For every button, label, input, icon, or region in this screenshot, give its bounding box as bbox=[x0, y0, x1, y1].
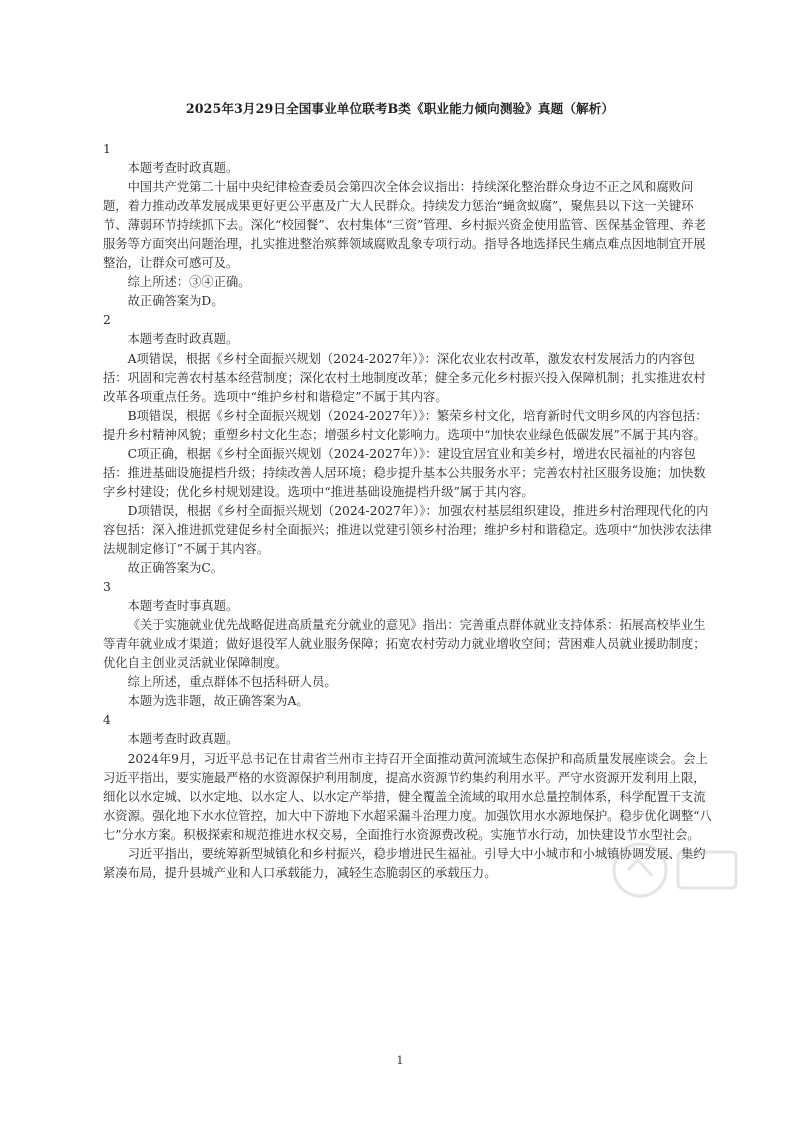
paragraph: 故正确答案为D。 bbox=[127, 294, 224, 309]
paragraph: C项正确，根据《乡村全面振兴规划（2024-2027年）》：建设宜居宜业和美乡村，增进农民福祉的内容包括：推进基础设施提档升级；持续改善人居环境；稳步提升基本公共服务水平；完善农村社区服务设施；加快数字乡村建设；优化乡村规划建设。选项中“推进基础设施提档升级”属于其内容。 bbox=[103, 446, 706, 499]
paragraph: 本题考查时政真题。 bbox=[127, 732, 239, 747]
question-number: 1 bbox=[103, 142, 111, 156]
paragraph: 习近平指出，要统筹新型城镇化和乡村振兴，稳步增进民生福祉。引导大中小城市和小城镇协调发展、集约紧凑布局，提升县城产业和人口承载能力，减轻生态脆弱区的承载压力。 bbox=[103, 846, 706, 880]
paragraph: 《关于实施就业优先战略促进高质量充分就业的意见》指出：完善重点群体就业支持体系：拓展高校毕业生等青年就业成才渠道；做好退役军人就业服务保障；拓宽农村劳动力就业增收空间；营困难人员就业援助制度；优化自主创业灵活就业保障制度。 bbox=[103, 618, 706, 671]
document-title: 2025年3月29日全国事业单位联考B类《职业能力倾向测验》真题（解析） bbox=[185, 101, 615, 116]
paragraph: 综上所述，重点群体不包括科研人员。 bbox=[127, 675, 337, 690]
paragraph: 本题考查时事真题。 bbox=[127, 599, 239, 614]
paragraph: 故正确答案为C。 bbox=[127, 561, 224, 576]
paragraph: D项错误，根据《乡村全面振兴规划（2024-2027年）》：加强农村基层组织建设，推进乡村治理现代化的内容包括：深入推进抓党建促乡村全面振兴；推进以党建引领乡村治理；维护乡村和谐稳定。选项中“加快涉农法律法规制定修订”不属于其内容。 bbox=[103, 503, 712, 556]
paragraph: 本题考查时政真题。 bbox=[127, 332, 239, 347]
paragraph: 本题考查时政真题。 bbox=[127, 161, 239, 176]
question-number: 2 bbox=[103, 313, 111, 328]
paragraph: A项错误，根据《乡村全面振兴规划（2024-2027年）》：深化农业农村改革，激发农村发展活力的内容包括：巩固和完善农村基本经营制度；深化农村土地制度改革；健全多元化乡村振兴投入保障机制；扎实推进农村改革各项重点任务。选项中“维护乡村和谐稳定”不属于其内容。 bbox=[103, 351, 706, 404]
paragraph: 本题为选非题，故正确答案为A。 bbox=[127, 694, 309, 709]
page-number: 1 bbox=[396, 1054, 404, 1067]
question-number: 3 bbox=[103, 580, 111, 595]
document-body bbox=[103, 140, 715, 883]
paragraph: B项错误，根据《乡村全面振兴规划（2024-2027年）》：繁荣乡村文化，培育新时代文明乡风的内容包括：提升乡村精神风貌；重塑乡村文化生态；增强乡村文化影响力。选项中“加快农业绿色低碳发展”不属于其内容。 bbox=[103, 408, 708, 442]
paragraph: 综上所述：③④正确。 bbox=[127, 275, 251, 290]
paragraph: 中国共产党第二十届中央纪律检查委员会第四次全体会议指出：持续深化整治群众身边不正之风和腐败问题，着力推动改革发展成果更好更公平惠及广大人民群众。持续发力惩治“蝇贪蚁腐”，聚焦县以下这一关键环节、薄弱环节持续抓下去。深化“校园餐”、农村集体“三资”管理、乡村振兴资金使用监管、医保基金管理、养老服务等方面突出问题治理，扎实推进整治殡葬领域腐败乱象专项行动。指导各地选择民生痛点难点因地制宜开展整治，让群众可感可及。 bbox=[103, 180, 707, 271]
paragraph: 2024年9月，习近平总书记在甘肃省兰州市主持召开全面推动黄河流域生态保护和高质量发展座谈会。会上习近平指出，要实施最严格的水资源保护利用制度，提高水资源节约集约利用水平。严守水资源开发利用上限，细化以水定城、以水定地、以水定人、以水定产举措，健全覆盖全流域的取用水总量控制体系，科学配置干支流水资源。强化地下水水位管控，加大中下游地下水超采漏斗治理力度。加强饮用水水源地保护。稳步优化调整“八七”分水方案。积极探索和规范推进水权交易，全面推行水资源费改税。实施节水行动，加快建设节水型社会。 bbox=[103, 751, 712, 842]
question-number: 4 bbox=[103, 713, 111, 728]
